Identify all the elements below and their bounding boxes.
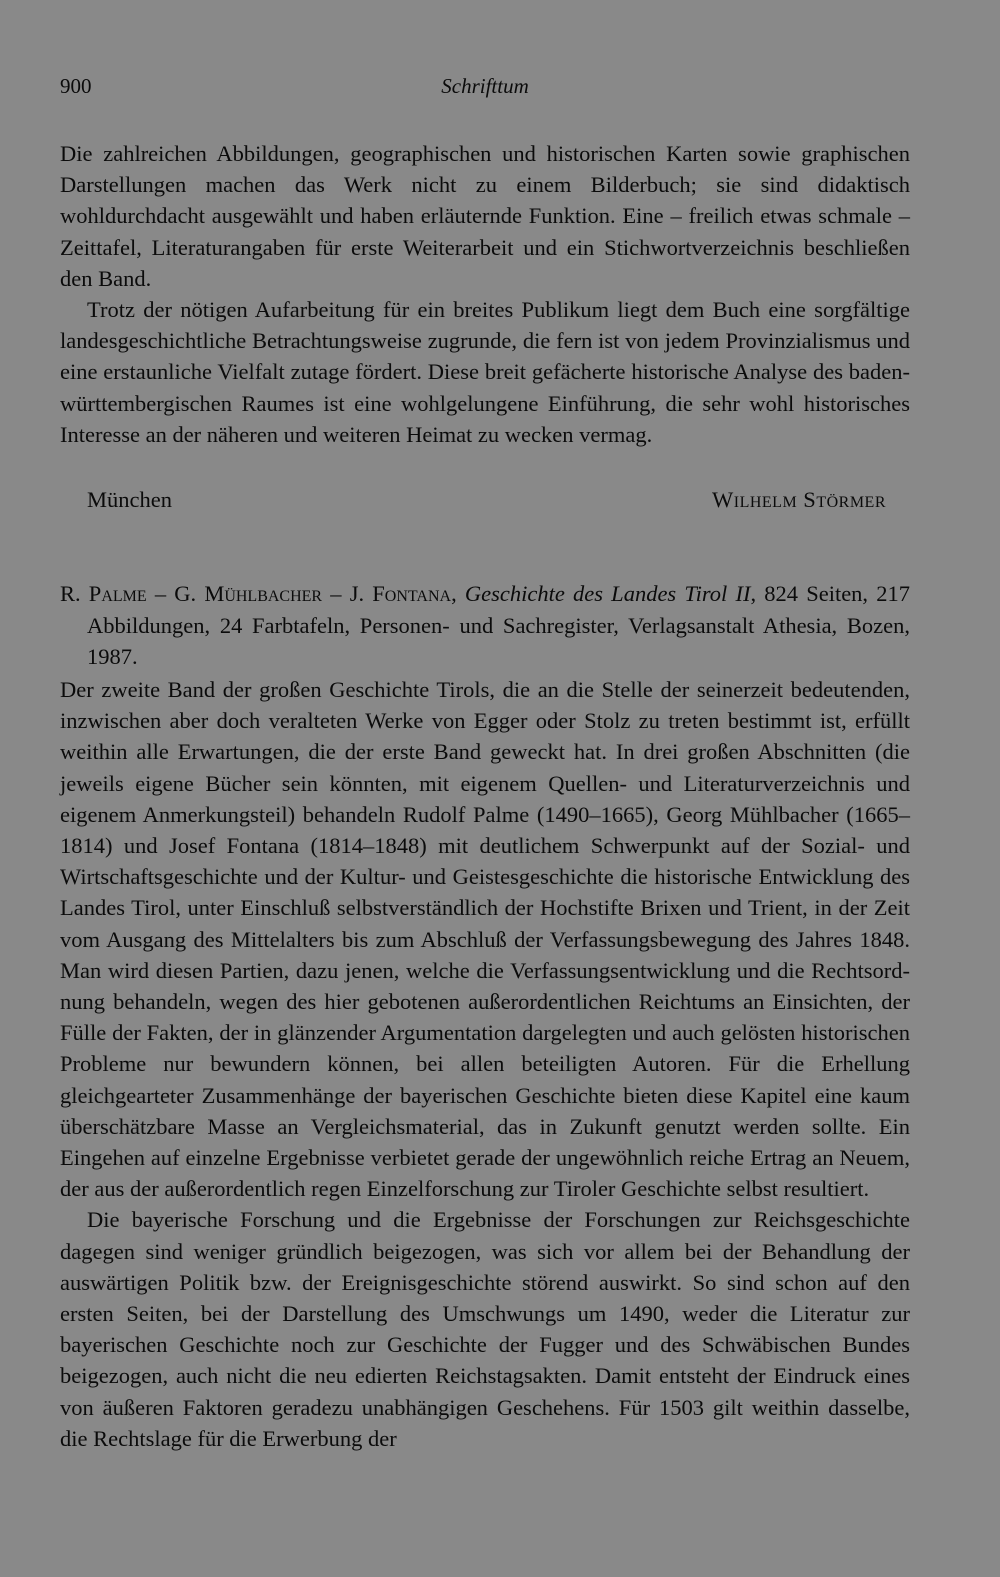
review-1-paragraph-2: Trotz der nötigen Aufarbeitung für ein breites Publikum liegt dem Buch eine sorgfältige landesgeschichtliche Betrachtungsweise zugrunde, die fern ist von jedem Provinzialismus und eine erstaunliche Vielfalt zutage fördert. Diese breit gefächerte historische Analyse des baden-württembergischen Raumes ist eine wohlgelungene Einführung, die sehr wohl historisches Interesse an der näheren und weiteren Heimat zu wecken vermag. (60, 297, 910, 447)
citation-author-muehlbacher: G. Mühlbacher (174, 581, 323, 606)
reviewer-city: München (87, 487, 172, 512)
citation-author-fontana: J. Fontana (349, 581, 452, 606)
reviewer-name: Wilhelm Störmer (712, 487, 886, 512)
citation-author-palme: R. Palme (60, 581, 147, 606)
review-2-paragraph-1: Der zweite Band der großen Geschichte Tirols, die an die Stelle der seinerzeit bedeutenden, inzwischen aber doch veralteten Werke von Egger oder Stolz zu treten bestimmt ist, erfüllt weithin alle Erwartungen, die der erste Band geweckt hat. In drei großen Abschnitten (die jeweils eigene Bücher sein könnten, mit eigenem Quellen- und Literaturverzeichnis und eigenem Anmerkungsteil) behandeln Rudolf Palme (1490–1665), Georg Mühlbacher (1665–1814) und Josef Fontana (1814–1848) mit deutlichem Schwerpunkt auf der Sozial- und Wirtschaftsgeschichte und der Kultur- und Geistesgeschichte die historische Entwicklung des Landes Tirol, unter Einschluß selbstverständlich der Hochstifte Brixen und Trient, in der Zeit vom Ausgang des Mittelalters bis zum Abschluß der Verfassungsbewegung des Jahres 1848. Man wird diesen Partien, dazu jenen, welche die Verfassungsentwicklung und die Rechtsordnung behandeln, wegen des hier gebotenen außerordentlichen Reichtums an Einsichten, der Fülle der Fakten, der in glänzender Argumentation dargelegten und auch gelösten historischen Probleme nur bewundern können, bei allen beteiligten Autoren. Für die Erhellung gleichgearteter Zusammenhänge der bayerischen Geschichte bieten diese Kapitel eine kaum überschätzbare Masse an Vergleichsmaterial, das in Zukunft genutzt werden sollte. Ein Eingehen auf einzelne Ergebnisse verbietet gerade der ungewöhnlich reiche Ertrag an Neuem, der aus der außerordentlich regen Einzelforschung zur Tiroler Geschichte selbst resultiert. (60, 677, 910, 1202)
page-number: 900 (60, 74, 92, 98)
citation-separator: – (146, 581, 175, 606)
citation-book-title: Geschichte des Landes Tirol II (464, 581, 751, 606)
review-2-citation (60, 578, 910, 673)
running-title: Schrifttum (441, 74, 529, 98)
review-2-body (60, 674, 910, 1454)
citation-details: , 824 Seiten, 217 Abbildungen, 24 Farbtafeln, Personen- und Sachregister, Verlagsanstalt Athesia, Bozen, 1987. (87, 581, 910, 669)
review-2-paragraph-2: Die bayerische Forschung und die Ergebnisse der Forschungen zur Reichsgeschichte dagegen sind weniger gründlich beigezogen, was sich vor allem bei der Behandlung der auswärtigen Politik bzw. der Ereignisgeschichte störend auswirkt. So sind schon auf den ersten Seiten, bei der Darstellung des Umschwungs um 1490, weder die Literatur zur bayerischen Geschichte noch zur Geschichte der Fugger und des Schwäbischen Bundes beigezogen, auch nicht die neu edierten Reichstagsakten. Damit entsteht der Eindruck eines von äußeren Faktoren geradezu unabhängigen Geschehens. Für 1503 gilt weithin dasselbe, die Rechtslage für die Erwerbung der (60, 1207, 910, 1451)
review-1-body (60, 138, 910, 450)
citation-separator: – (322, 581, 350, 606)
review-1-paragraph-1: Die zahlreichen Abbildungen, geographischen und historischen Karten sowie graphischen Darstellungen machen das Werk nicht zu einem Bilderbuch; sie sind didaktisch wohldurchdacht ausgewählt und haben erläuternde Funktion. Eine – freilich etwas schmale – Zeittafel, Literaturangaben für erste Weiterarbeit und ein Stichwortverzeichnis beschließen den Band. (60, 141, 910, 291)
citation-comma: , (451, 581, 465, 606)
